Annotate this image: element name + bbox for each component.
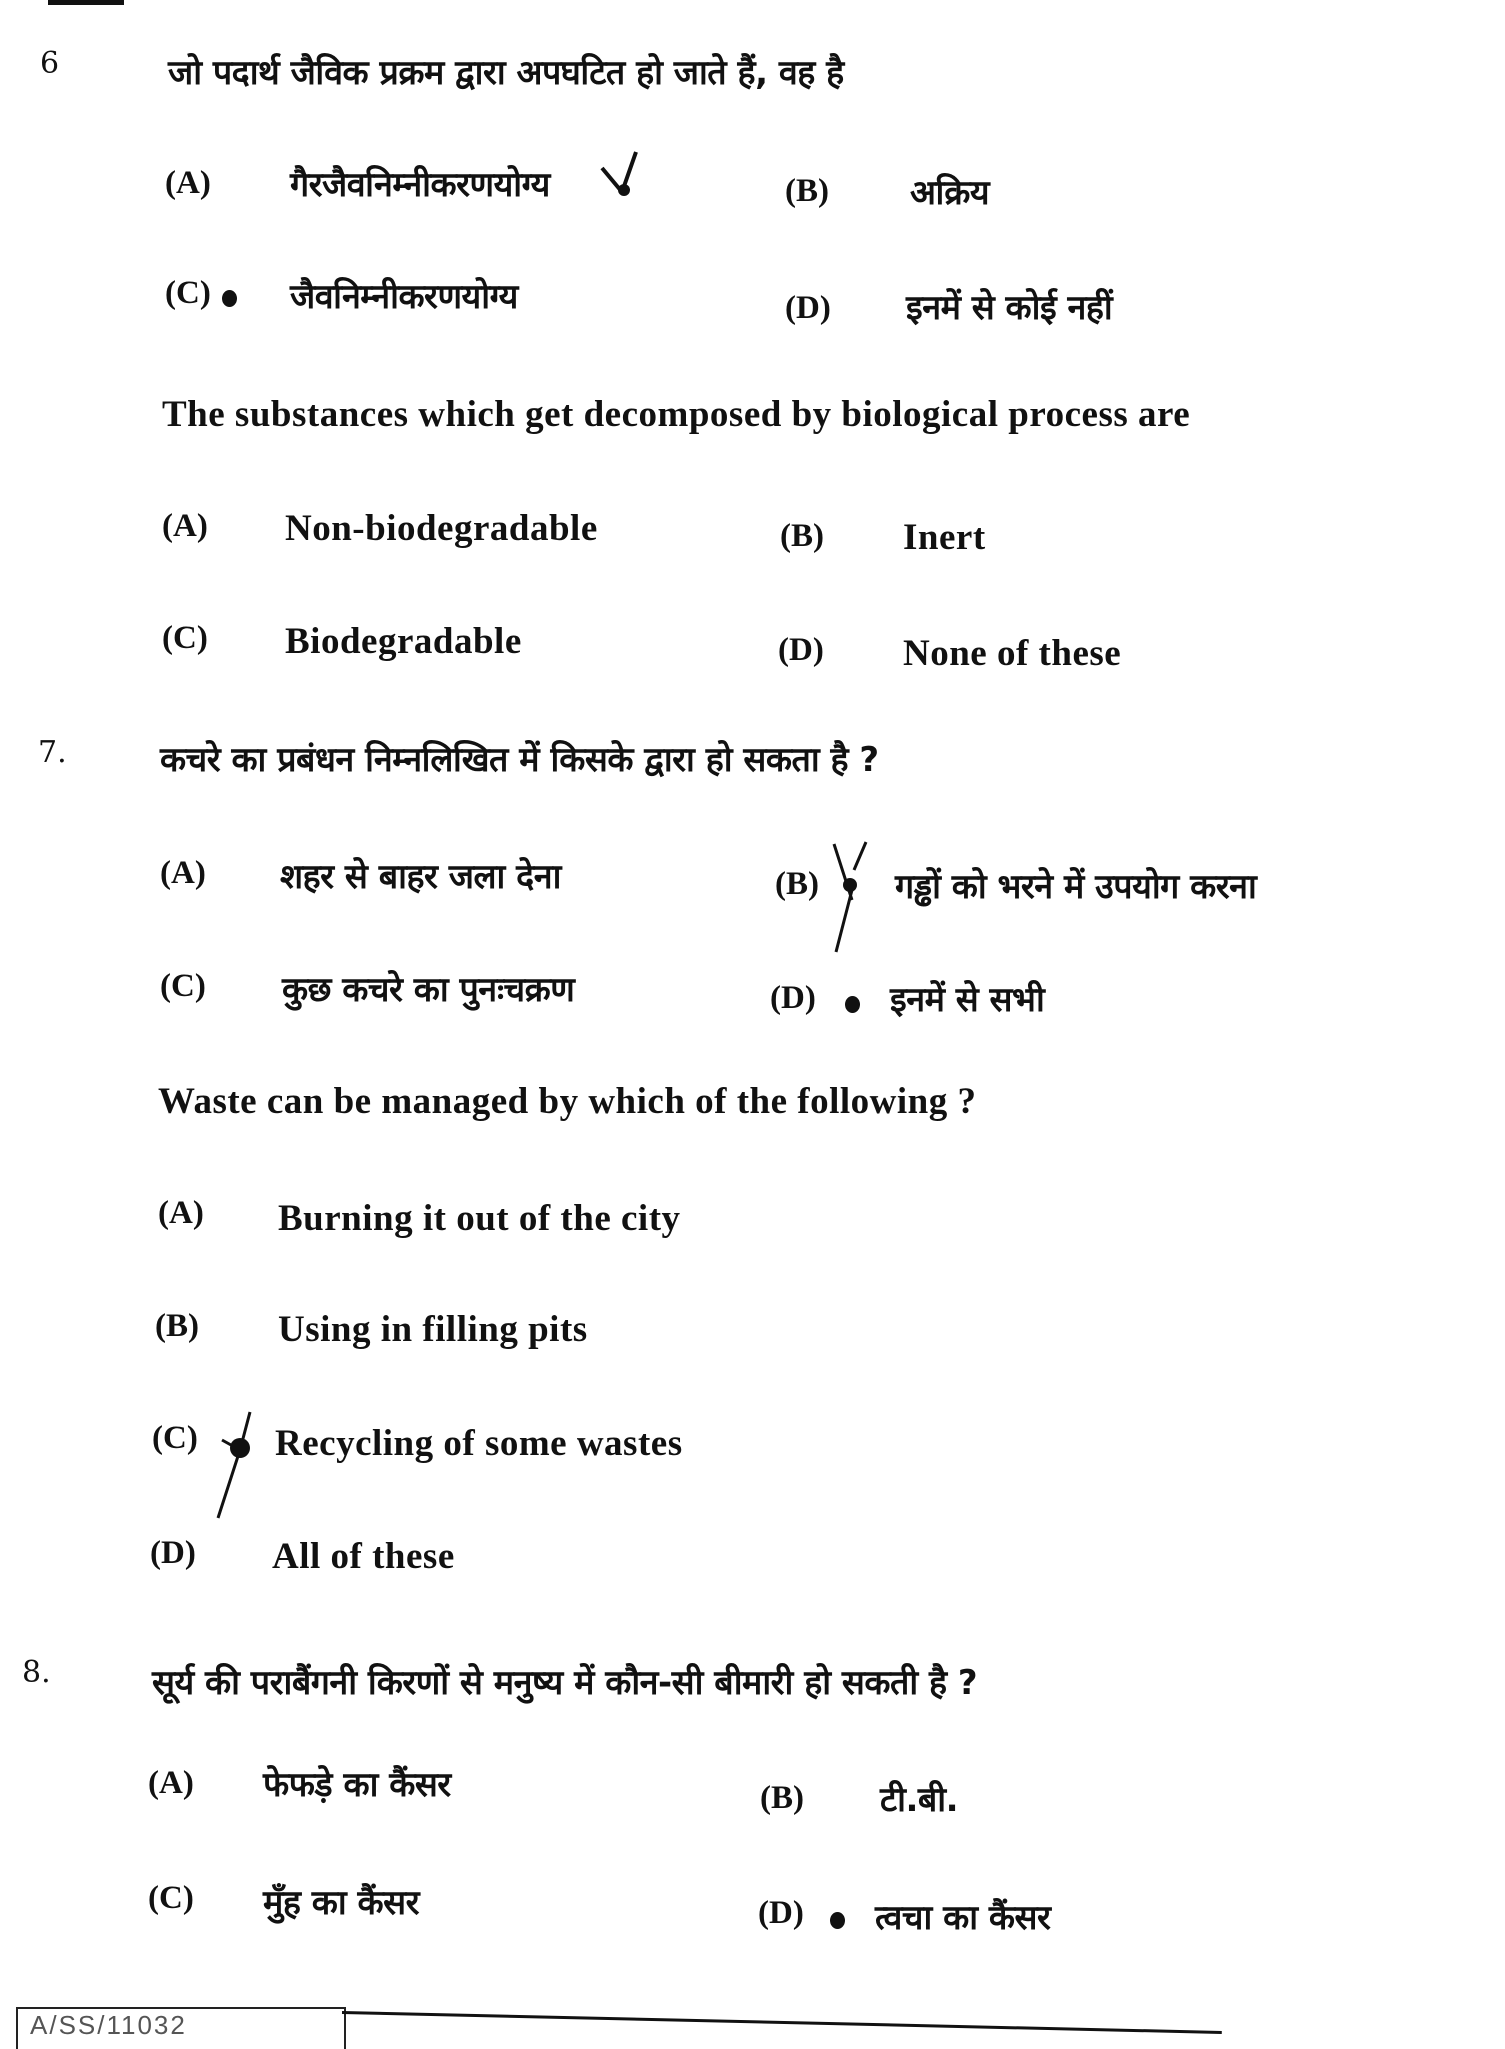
option-text: Recycling of some wastes [275,1423,683,1464]
question-number: 8. [22,1655,51,1690]
option-label: (A) [162,508,208,544]
page-code: A/SS/11032 [30,2010,187,2040]
option-label: (D) [770,980,816,1016]
option-label: (C) [162,620,208,656]
option-label: (D) [150,1535,196,1571]
option-text: None of these [903,633,1122,674]
option-text: जैवनिम्नीकरणयोग्य [290,277,518,317]
top-edge-bar [48,0,124,5]
option-text: इनमें से सभी [890,980,1045,1020]
footer-rule [342,2011,1222,2034]
option-text: इनमें से कोई नहीं [906,288,1113,328]
option-text: Inert [903,517,986,558]
option-text: गैरजैवनिम्नीकरणयोग्य [290,165,550,205]
option-text: कुछ कचरे का पुनःचक्रण [282,970,575,1010]
question-text-english: The substances which get decomposed by biological process are [162,394,1191,435]
option-text: त्वचा का कैंसर [875,1898,1051,1938]
tick-mark-icon [210,1410,270,1520]
option-label: (B) [780,518,824,554]
option-text: गड्ढों को भरने में उपयोग करना [895,867,1257,907]
option-text: टी.बी. [880,1780,958,1820]
question-number: 6 [40,46,60,81]
option-text: Non-biodegradable [285,508,598,549]
option-label: (D) [758,1895,804,1931]
selected-answer-dot-icon [222,290,237,307]
option-text: All of these [272,1536,455,1577]
option-label: (D) [778,632,824,668]
tick-mark-icon [600,150,640,200]
option-label: (C) [160,968,206,1004]
option-label: (B) [155,1308,199,1344]
question-text-hindi: जो पदार्थ जैविक प्रक्रम द्वारा अपघटित हो जाते हैं, वह है [168,53,844,93]
question-text-english: Waste can be managed by which of the following ? [158,1081,977,1122]
selected-answer-dot-icon [845,996,860,1013]
option-label: (A) [160,855,206,891]
option-label: (C) [148,1880,194,1916]
option-label: (B) [760,1780,804,1816]
option-label: (B) [775,866,819,902]
option-label: (A) [165,165,211,201]
option-text: Biodegradable [285,621,522,662]
option-label: (A) [148,1765,194,1801]
option-text: Burning it out of the city [278,1198,681,1239]
option-label: (C) [152,1420,198,1456]
option-text: फेफड़े का कैंसर [263,1765,451,1805]
question-text-hindi: सूर्य की पराबैंगनी किरणों से मनुष्य में कौन-सी बीमारी हो सकती है ? [152,1663,978,1703]
cross-mark-icon [830,840,870,955]
question-text-hindi: कचरे का प्रबंधन निम्नलिखित में किसके द्वारा हो सकता है ? [160,740,879,780]
option-label: (C) [165,275,211,311]
option-label: (A) [158,1195,204,1231]
option-text: Using in filling pits [278,1309,588,1350]
selected-answer-dot-icon [830,1912,845,1929]
option-text: मुँह का कैंसर [263,1883,419,1923]
option-text: शहर से बाहर जला देना [280,857,561,897]
option-label: (B) [785,173,829,209]
question-number: 7. [38,735,67,770]
option-label: (D) [785,290,831,326]
option-text: अक्रिय [910,173,990,213]
